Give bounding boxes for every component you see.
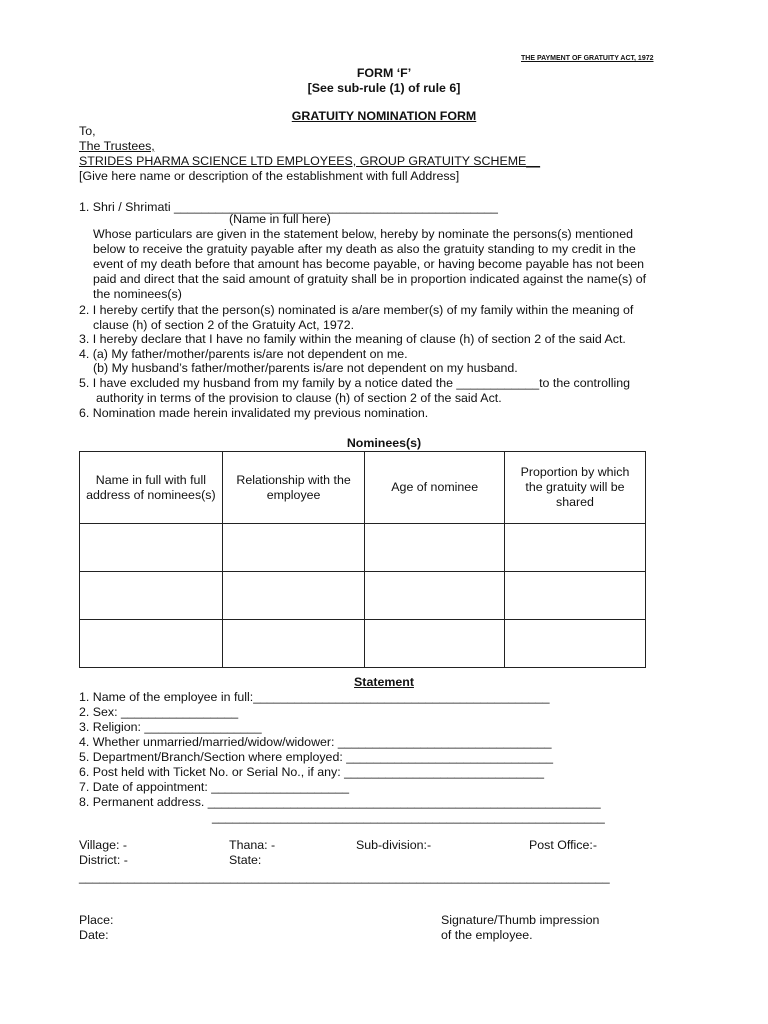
date-label: Date:: [79, 928, 109, 942]
table-cell[interactable]: [504, 572, 645, 620]
column-header-relationship: Relationship with the employee: [222, 452, 365, 524]
paragraph-line: event of my death before that amount has become payable, or having become payable has not been: [93, 256, 645, 271]
table-cell[interactable]: [222, 524, 365, 572]
form-label: FORM ‘F’: [356, 66, 412, 80]
place-label: Place:: [79, 913, 114, 927]
post-office-label: Post Office:-: [529, 838, 597, 852]
thana-label: Thana: -: [229, 838, 276, 852]
subdivision-label: Sub-division:-: [356, 838, 432, 852]
nomination-paragraph: [93, 227, 663, 302]
table-cell[interactable]: [222, 620, 365, 668]
item-5-line-2: authority in terms of the provision to clause (h) of section 2 of the said Act.: [96, 391, 502, 405]
table-cell[interactable]: [504, 620, 645, 668]
item-2-line-1: 2. I hereby certify that the person(s) nominated is a/are member(s) of my family within the meaning of: [79, 303, 634, 317]
form-title: GRATUITY NOMINATION FORM: [291, 109, 477, 123]
table-cell[interactable]: [222, 572, 365, 620]
nominator-name-line: 1. Shri / Shrimati _______________________________________________: [79, 200, 498, 214]
address-long-line: _____________________________________________________________________________: [79, 870, 610, 884]
statement-sex: 2. Sex: _________________: [79, 705, 239, 719]
column-header-age: Age of nominee: [365, 452, 505, 524]
establishment-instruction: [Give here name or description of the establishment with full Address]: [79, 169, 460, 183]
address-line-2: _________________________________________________________: [212, 810, 605, 824]
column-header-proportion: Proportion by which the gratuity will be shared: [504, 452, 645, 524]
item-5-line-1: 5. I have excluded my husband from my family by a notice dated the ____________to the controlling: [79, 376, 631, 390]
paragraph-line: paid and direct that the said amount of gratuity shall be in proportion indicated against the name(s) of: [93, 271, 647, 286]
act-reference: THE PAYMENT OF GRATUITY ACT, 1972: [521, 55, 654, 62]
item-6: 6. Nomination made herein invalidated my previous nomination.: [79, 406, 429, 420]
nominees-table: [79, 451, 646, 668]
item-4b: (b) My husband’s father/mother/parents is/are not dependent on my husband.: [93, 361, 518, 375]
village-label: Village: -: [79, 838, 127, 852]
table-cell[interactable]: [365, 572, 505, 620]
statement-religion: 3. Religion: _________________: [79, 720, 262, 734]
name-hint: (Name in full here): [229, 212, 331, 226]
table-cell[interactable]: [80, 620, 223, 668]
table-row: [80, 524, 646, 572]
table-row: [80, 620, 646, 668]
table-cell[interactable]: [80, 572, 223, 620]
trustees-label: The Trustees,: [79, 139, 155, 153]
statement-post-held: 6. Post held with Ticket No. or Serial No., if any: _____________________________: [79, 765, 544, 779]
statement-permanent-address: 8. Permanent address. _________________________________________________________: [79, 795, 601, 809]
to-label: To,: [79, 124, 96, 138]
statement-department: 5. Department/Branch/Section where employed: ______________________________: [79, 750, 553, 764]
item-2-line-2: clause (h) of section 2 of the Gratuity Act, 1972.: [93, 318, 355, 332]
nominees-heading: Nominees(s): [346, 436, 422, 450]
column-header-name: Name in full with full address of nominees(s): [80, 452, 223, 524]
establishment-name: STRIDES PHARMA SCIENCE LTD EMPLOYEES, GROUP GRATUITY SCHEME__: [79, 154, 541, 168]
item-4a: 4. (a) My father/mother/parents is/are not dependent on me.: [79, 347, 408, 361]
statement-heading: Statement: [354, 675, 414, 689]
paragraph-line: the nominees(s): [93, 286, 182, 301]
table-cell[interactable]: [504, 524, 645, 572]
statement-appointment-date: 7. Date of appointment: ____________________: [79, 780, 350, 794]
table-cell[interactable]: [80, 524, 223, 572]
table-row: [80, 572, 646, 620]
paragraph-line: below to receive the gratuity payable after my death as also the gratuity standing to my credit in the: [93, 241, 636, 256]
table-header-row: [80, 452, 646, 524]
table-cell[interactable]: [365, 524, 505, 572]
item-3: 3. I hereby declare that I have no family within the meaning of clause (h) of section 2 of the said Act.: [79, 332, 626, 346]
table-cell[interactable]: [365, 620, 505, 668]
statement-employee-name: 1. Name of the employee in full:___________________________________________: [79, 690, 550, 704]
state-label: State:: [229, 853, 262, 867]
paragraph-line: Whose particulars are given in the statement below, hereby by nominate the persons(s) mentioned: [93, 227, 633, 241]
district-label: District: -: [79, 853, 128, 867]
statement-marital-status: 4. Whether unmarried/married/widow/widower: _______________________________: [79, 735, 552, 749]
signature-label-line-2: of the employee.: [441, 928, 533, 942]
rule-reference: [See sub-rule (1) of rule 6]: [307, 81, 461, 95]
signature-label: Signature/Thumb impression: [441, 913, 600, 927]
